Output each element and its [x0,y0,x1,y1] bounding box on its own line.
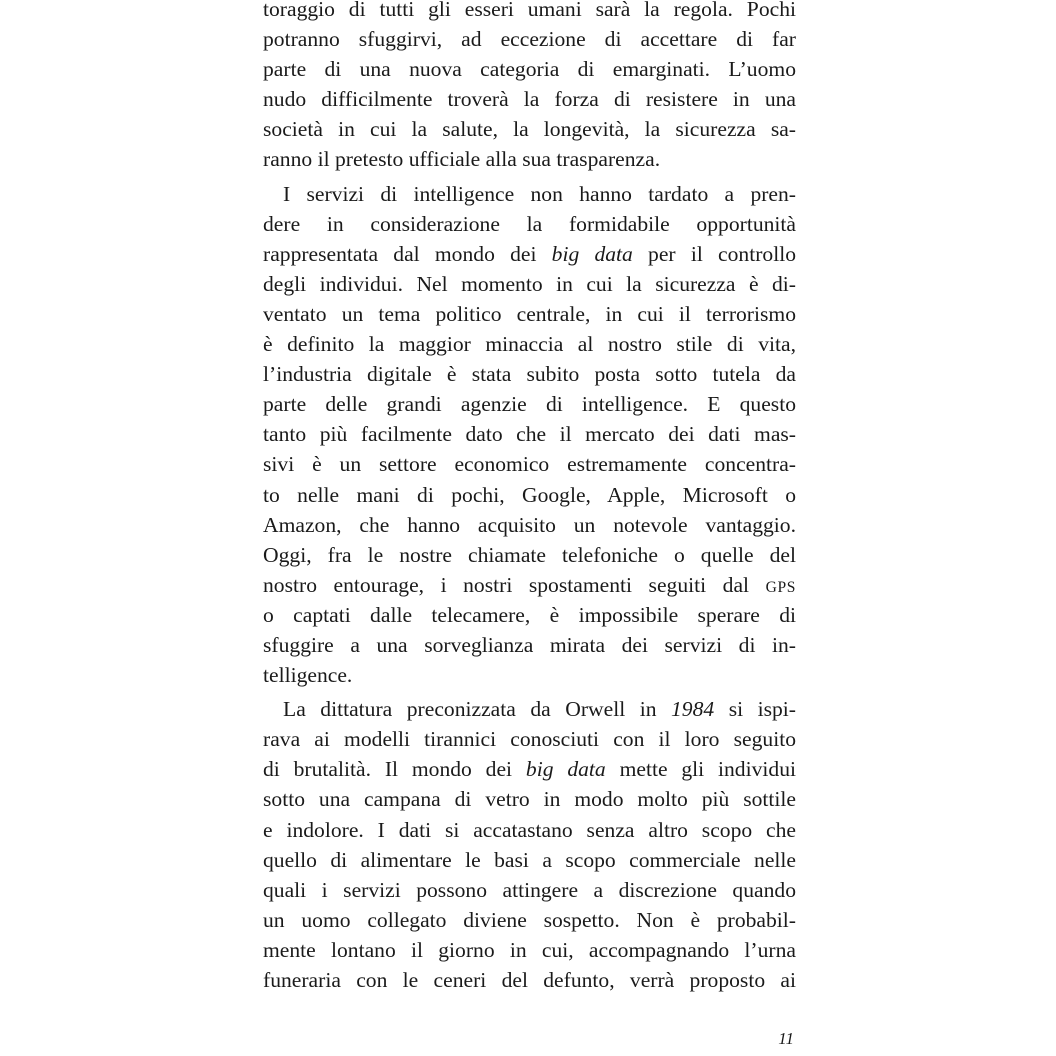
text-line: ventato un tema politico centrale, in cui il terrorismo [263,301,796,326]
text-line: rava ai modelli tirannici conosciuti con il loro seguito [263,727,796,752]
text-line: degli individui. Nel momento in cui la sicurezza è di- [263,271,796,296]
paragraph [263,0,796,175]
text-line: potranno sfuggirvi, ad eccezione di accettare di far [263,27,796,52]
paragraph [263,694,796,995]
text-line: mente lontano il giorno in cui, accompagnando l’urna [263,937,796,962]
text-line: rappresentata dal mondo dei big data per il controllo [263,241,796,266]
text-line: sivi è un settore economico estremamente concentra- [263,452,796,477]
text-line: ranno il pretesto ufficiale alla sua trasparenza. [263,147,661,172]
paragraph [263,179,796,691]
text-line: sfuggire a una sorveglianza mirata dei servizi di in- [263,632,796,657]
text-line: sotto una campana di vetro in modo molto più sottile [263,787,796,812]
text-line: parte delle grandi agenzie di intelligence. E questo [263,392,796,417]
text-line: società in cui la salute, la longevità, la sicurezza sa- [263,117,796,142]
text-line: La dittatura preconizzata da Orwell in 1984 si ispi- [283,697,796,722]
text-line: toraggio di tutti gli esseri umani sarà la regola. Pochi [263,0,796,21]
text-line: un uomo collegato diviene sospetto. Non è probabil- [263,907,796,932]
text-line: nudo difficilmente troverà la forza di resistere in una [263,87,796,112]
text-line: tanto più facilmente dato che il mercato dei dati mas- [263,422,796,447]
body-text [263,0,796,995]
text-line: quello di alimentare le basi a scopo commerciale nelle [263,847,796,872]
text-line: nostro entourage, i nostri spostamenti seguiti dal GPS [263,572,796,597]
text-line: quali i servizi possono attingere a discrezione quando [263,877,796,902]
text-line: telligence. [263,663,353,688]
text-line: di brutalità. Il mondo dei big data mette gli individui [263,757,796,782]
text-line: l’industria digitale è stata subito posta sotto tutela da [263,362,796,387]
text-line: I servizi di intelligence non hanno tardato a pren- [283,181,796,206]
text-line: funeraria con le ceneri del defunto, verrà proposto ai [263,968,796,992]
text-line: to nelle mani di pochi, Google, Apple, Microsoft o [263,482,796,507]
text-line: dere in considerazione la formidabile opportunità [263,211,796,236]
text-line: o captati dalle telecamere, è impossibile sperare di [263,602,796,627]
text-line: parte di una nuova categoria di emarginati. L’uomo [263,57,796,82]
text-line: e indolore. I dati si accatastano senza altro scopo che [263,817,796,842]
text-line: è definito la maggior minaccia al nostro stile di vita, [263,332,796,357]
page-number: 11 [778,1029,794,1048]
text-line: Oggi, fra le nostre chiamate telefoniche o quelle del [263,542,796,567]
text-line: Amazon, che hanno acquisito un notevole vantaggio. [263,512,796,537]
